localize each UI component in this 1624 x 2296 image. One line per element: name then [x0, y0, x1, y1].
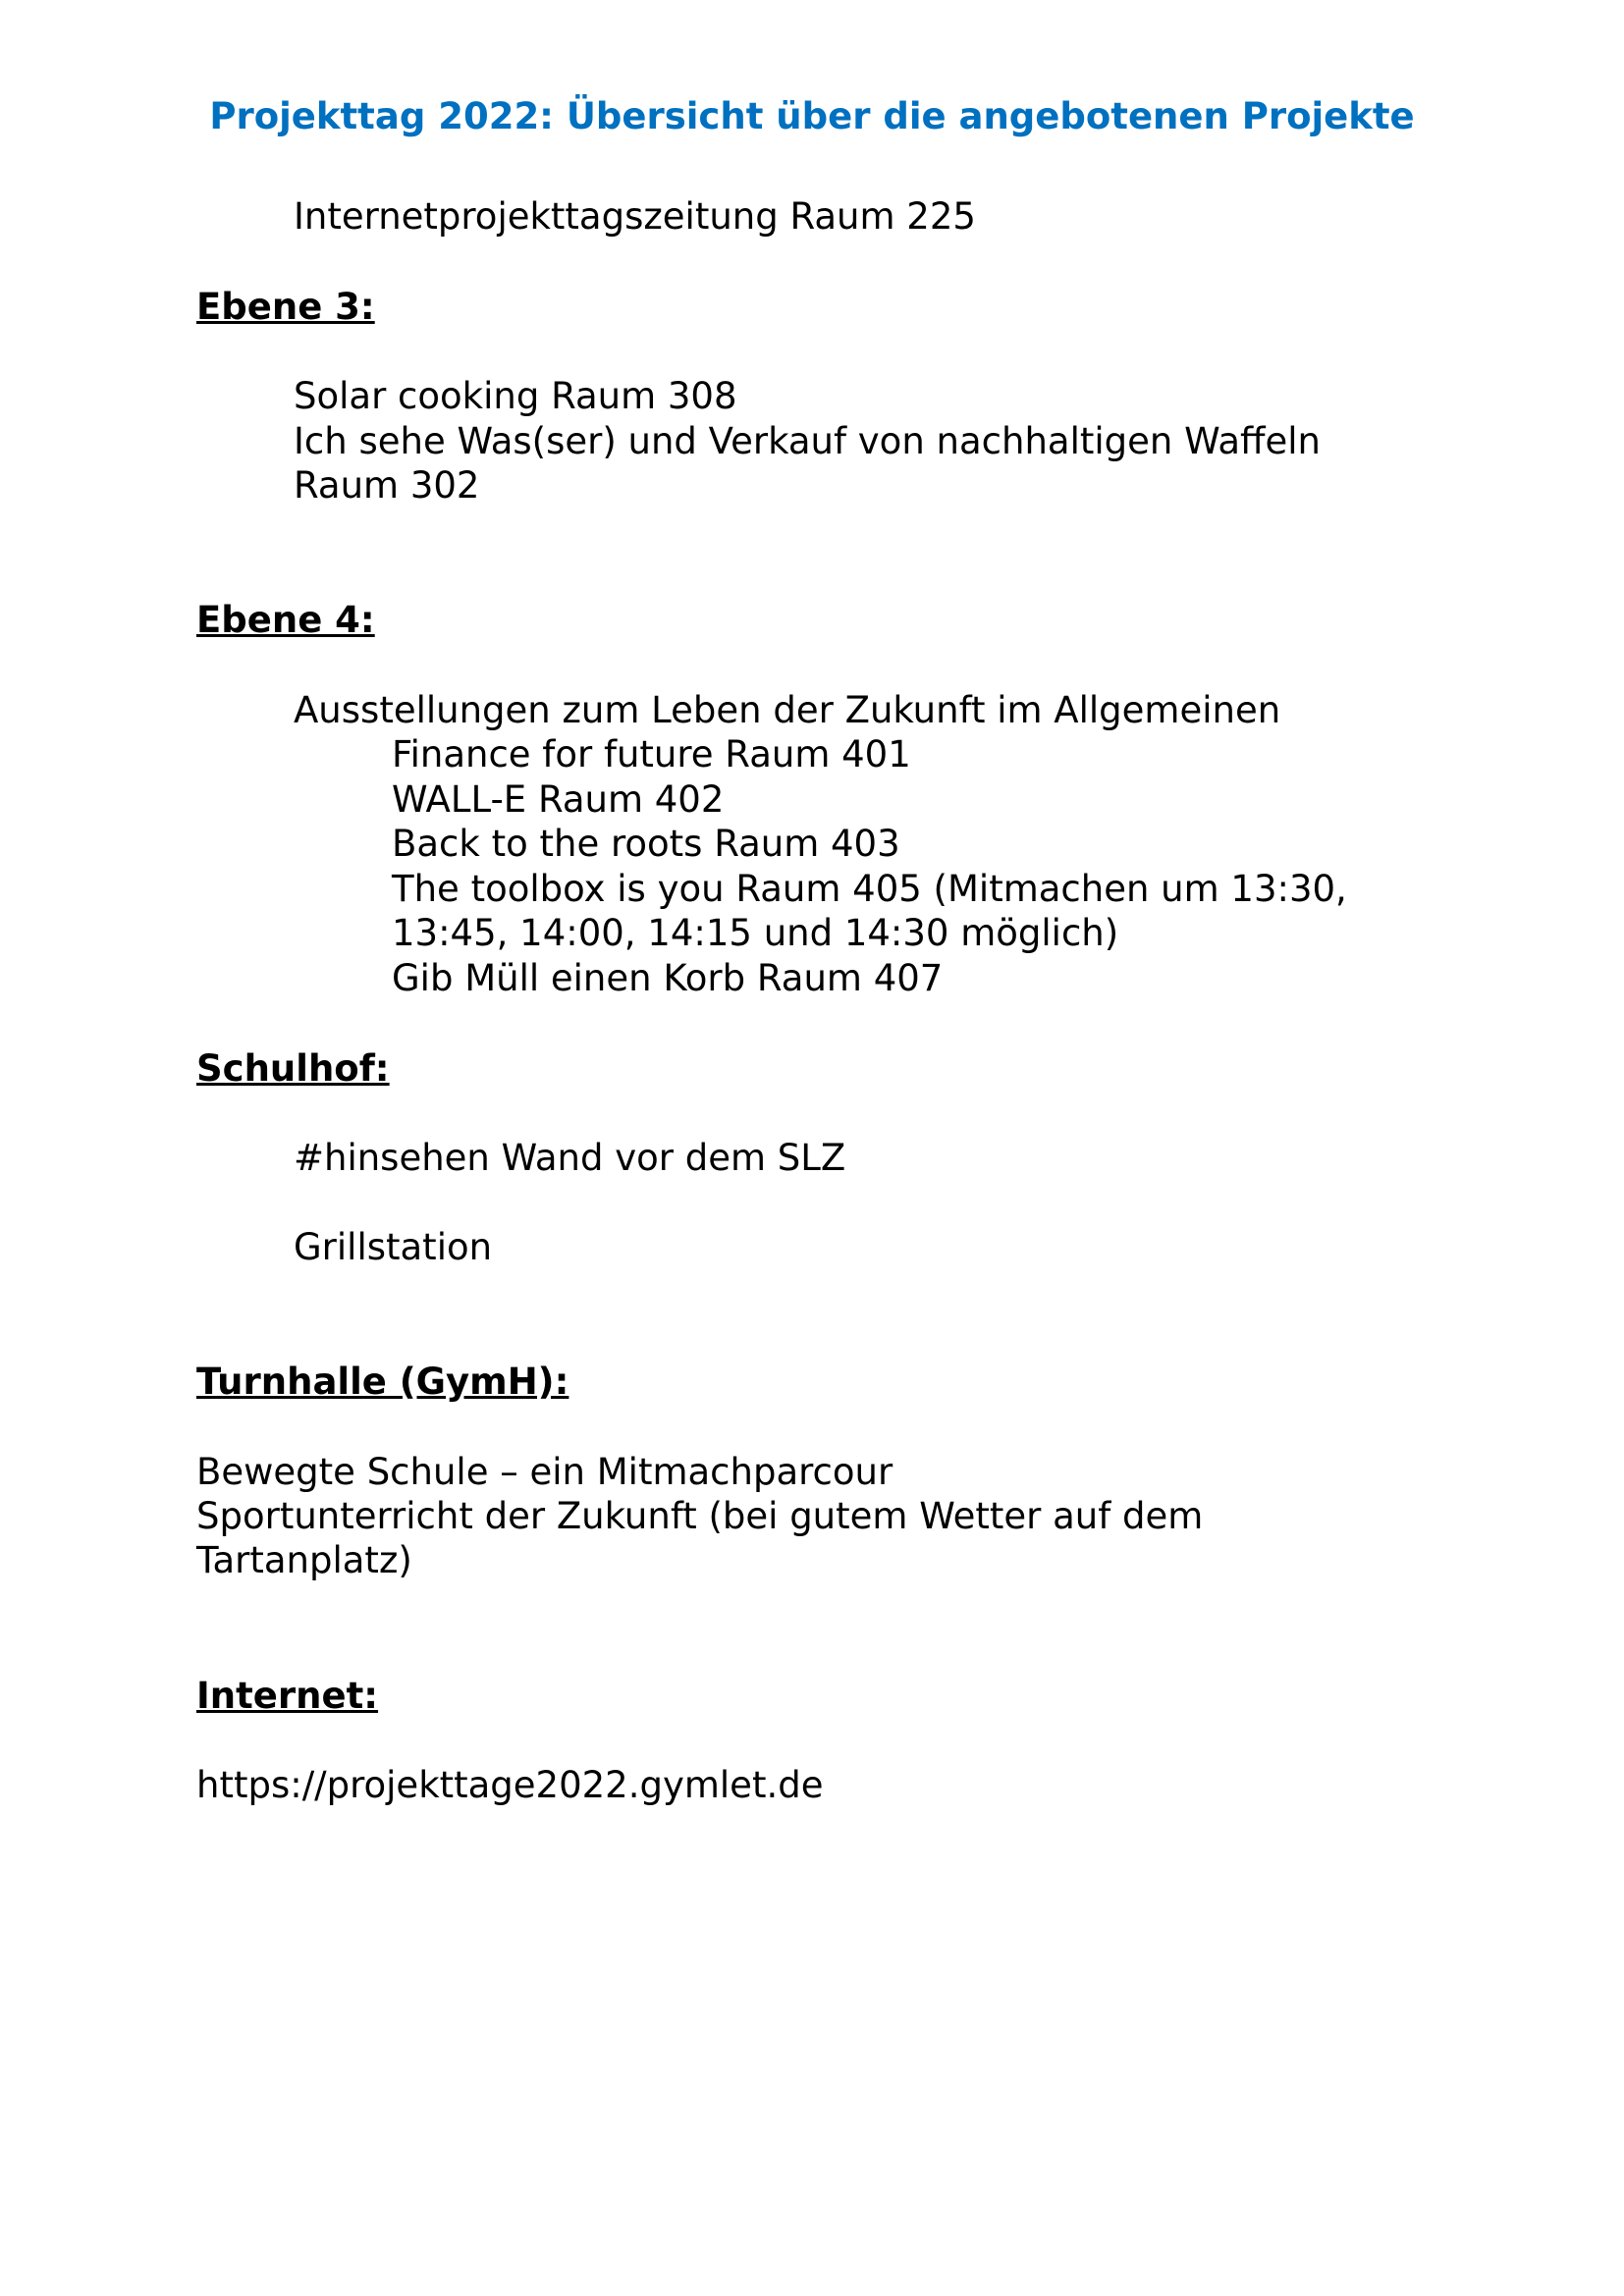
- project-item: The toolbox is you Raum 405 (Mitmachen um 13:30, 13:45, 14:00, 14:15 und 14:30 möglich): [392, 868, 1347, 954]
- project-item: Finance for future Raum 401: [392, 733, 911, 775]
- intro-project-line: Internetprojekttagszeitung Raum 225: [294, 195, 976, 238]
- project-item: Sportunterricht der Zukunft (bei gutem Wetter auf dem Tartanplatz): [196, 1495, 1204, 1581]
- section-heading-internet: Internet:: [196, 1675, 379, 1717]
- project-item: WALL-E Raum 402: [392, 778, 725, 821]
- section-heading-ebene-3: Ebene 3:: [196, 286, 375, 328]
- project-item: Solar cooking Raum 308: [294, 375, 737, 417]
- project-item: #hinsehen Wand vor dem SLZ: [294, 1137, 846, 1179]
- section-heading-turnhalle: Turnhalle (GymH):: [196, 1361, 569, 1403]
- project-item: Gib Müll einen Korb Raum 407: [392, 957, 944, 999]
- project-item: Grillstation: [294, 1226, 493, 1268]
- section-heading-ebene-4: Ebene 4:: [196, 599, 375, 641]
- project-item: Back to the roots Raum 403: [392, 823, 900, 865]
- exhibition-group-title: Ausstellungen zum Leben der Zukunft im Allgemeinen: [294, 689, 1281, 731]
- page-title: Projekttag 2022: Übersicht über die angebotenen Projekte: [209, 95, 1415, 137]
- section-heading-schulhof: Schulhof:: [196, 1047, 390, 1090]
- project-item: Ich sehe Was(ser) und Verkauf von nachhaltigen Waffeln Raum 302: [294, 420, 1321, 507]
- website-url: https://projekttage2022.gymlet.de: [196, 1764, 824, 1806]
- project-item: Bewegte Schule – ein Mitmachparcour: [196, 1451, 893, 1493]
